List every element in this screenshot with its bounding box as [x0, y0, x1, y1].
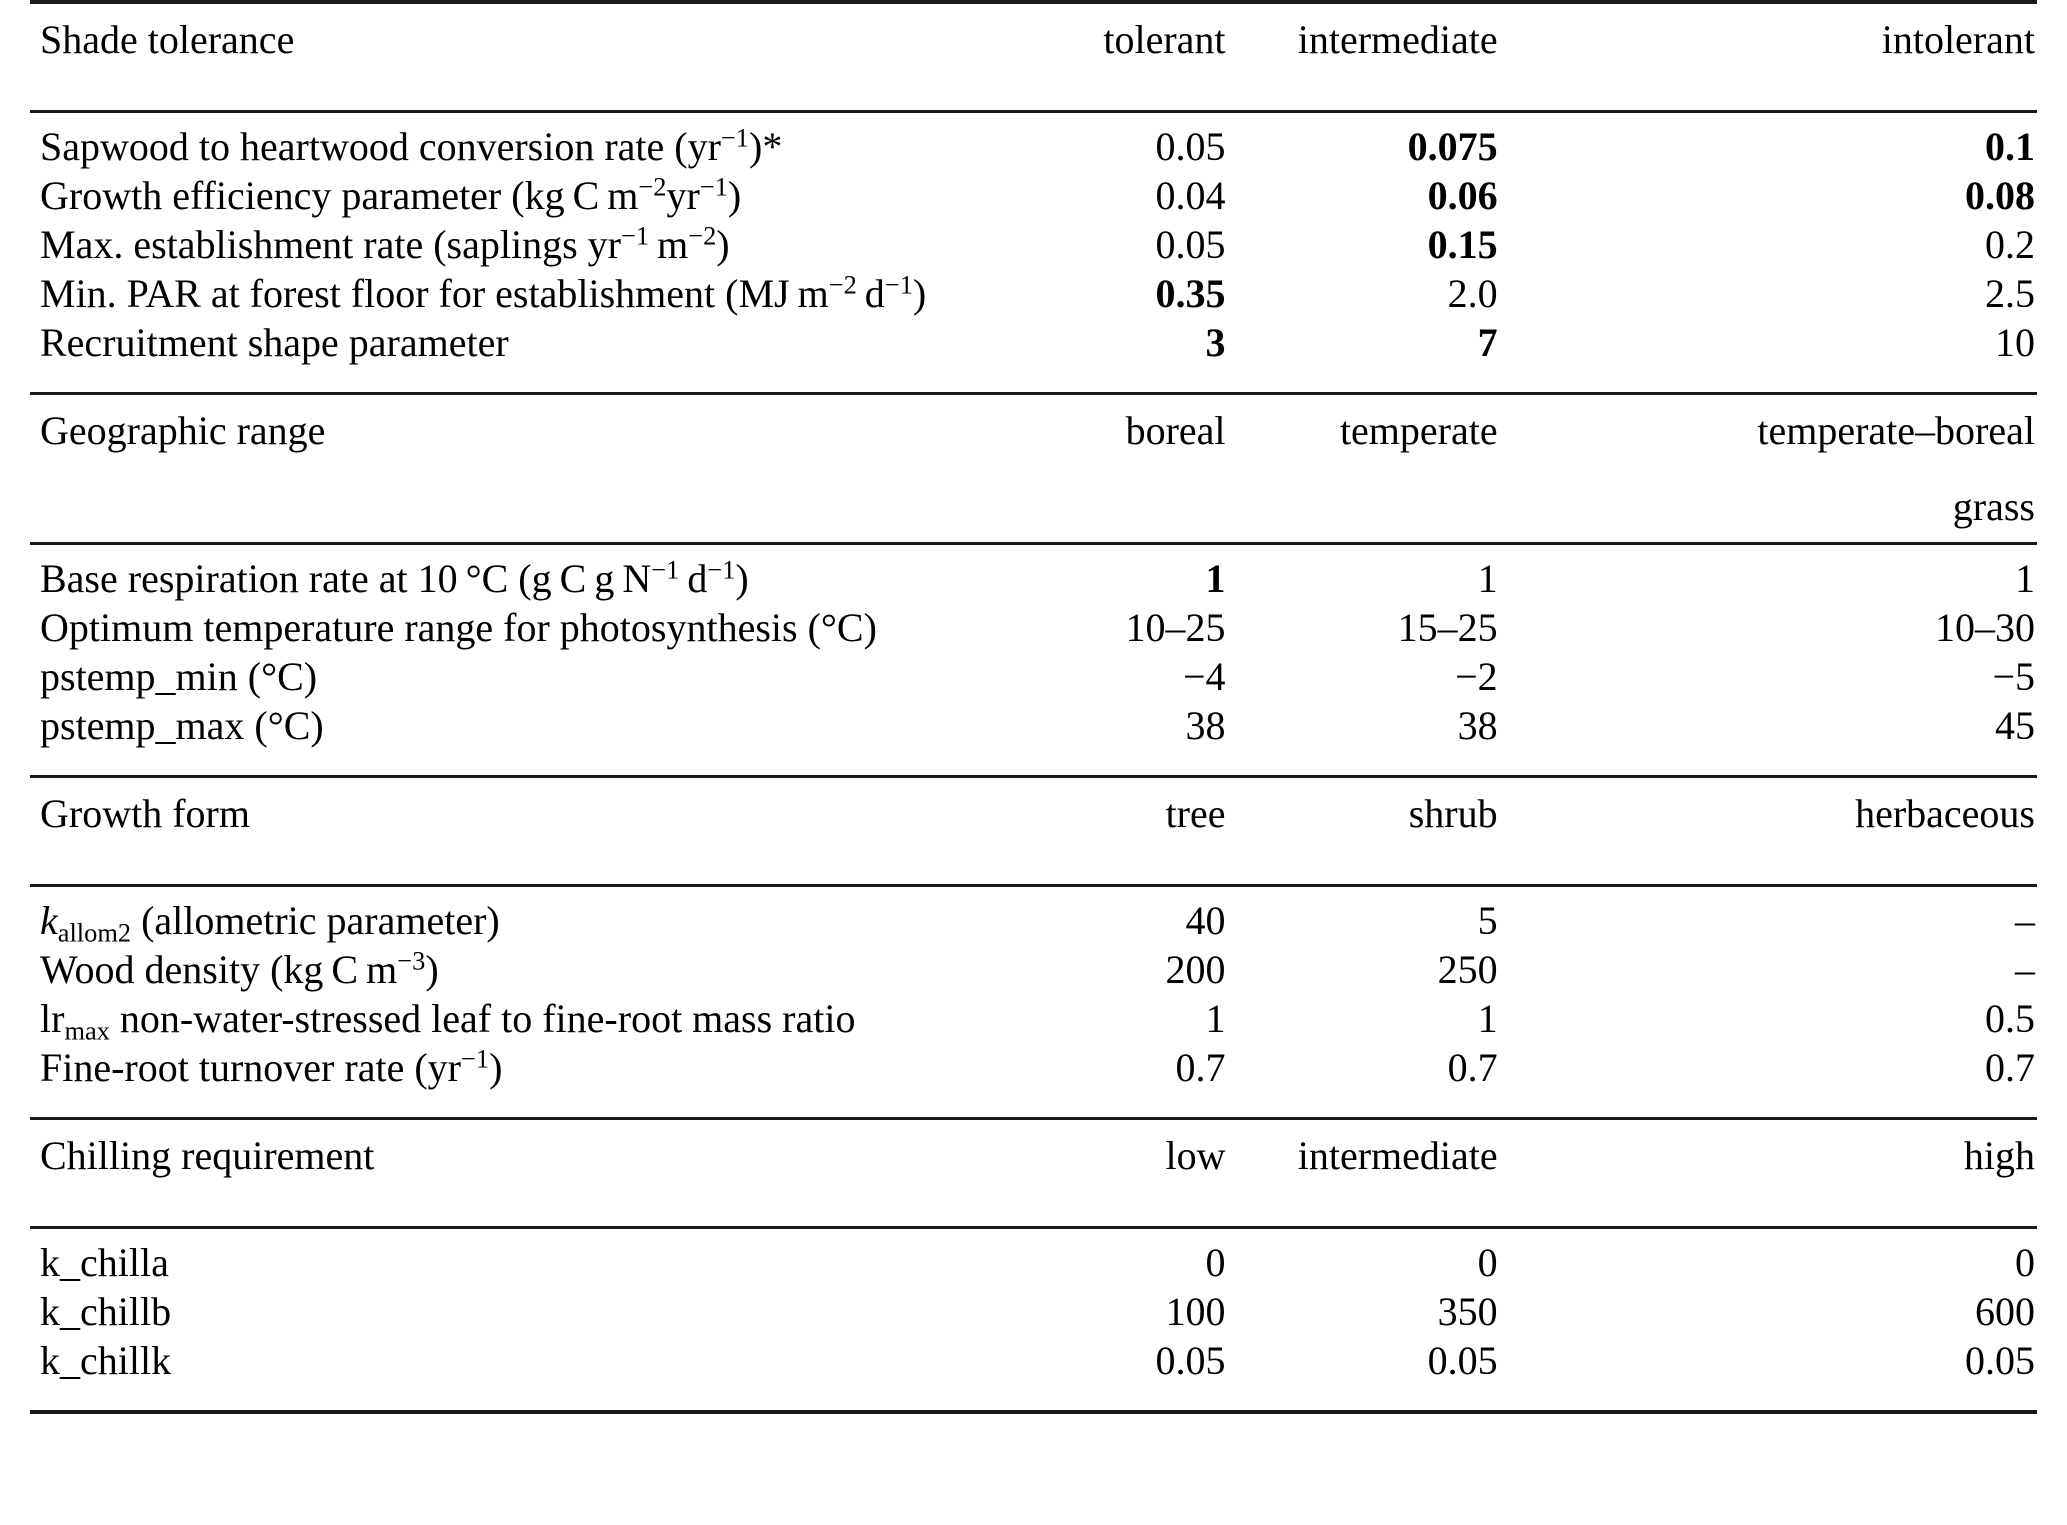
row-spacer	[30, 96, 2037, 112]
row-spacer-cell	[30, 755, 2037, 777]
column-header-wrap-3: grass	[1952, 484, 2035, 529]
table-cell-value: 0.05	[1965, 1338, 2035, 1383]
column-header-3: high	[1963, 1133, 2035, 1178]
row-spacer	[30, 372, 2037, 394]
row-spacer	[30, 1390, 2037, 1412]
table-row	[30, 225, 2037, 274]
column-header-1: tree	[1165, 791, 1226, 836]
table-cell-value: –	[2015, 947, 2035, 992]
table-row	[30, 274, 2037, 323]
column-header-1: boreal	[1125, 408, 1226, 453]
table-row	[30, 559, 2037, 608]
section-header-label: Growth form	[40, 791, 250, 836]
table-cell-label: Sapwood to heartwood conversion rate $(yr^{-1})*$	[40, 122, 783, 169]
table-cell-value: 200	[1165, 947, 1226, 992]
table-cell-value: 1	[2015, 556, 2035, 601]
row-spacer-cell	[30, 372, 2037, 394]
table-cell-value: 100	[1165, 1289, 1226, 1334]
section-header-row	[30, 4, 2037, 96]
table-cell-value: 5	[1477, 898, 1498, 943]
table-cell-value: 0.08	[1965, 173, 2035, 218]
table-cell-label: pstemp_min (°C)	[40, 654, 318, 699]
table-cell-value: 0.05	[1155, 222, 1226, 267]
table-row	[30, 1292, 2037, 1341]
table-body	[30, 2, 2037, 1414]
column-header-1: low	[1165, 1133, 1226, 1178]
table-cell-value: 0.2	[1985, 222, 2035, 267]
table-cell-value: 0.5	[1985, 996, 2035, 1041]
table-cell-value: −5	[1992, 654, 2035, 699]
table-cell-label: $lr_{max}$ non-water-stressed leaf to fine-root mass ratio	[40, 996, 856, 1046]
table-cell-value: 0.7	[1447, 1045, 1498, 1090]
table-cell-label: Fine-root turnover rate $(yr^{-1})$	[40, 1043, 503, 1090]
table-cell-value: 0.7	[1175, 1045, 1226, 1090]
table-cell-value: 0.05	[1155, 124, 1226, 169]
row-spacer-cell	[30, 1097, 2037, 1119]
table-cell-value: 0.05	[1427, 1338, 1498, 1383]
table-cell-value: 2.5	[1985, 271, 2035, 316]
table-cell-value: 10–25	[1125, 605, 1226, 650]
table-cell-value: 0	[2015, 1240, 2035, 1285]
section-header-row	[30, 1120, 2037, 1212]
column-header-3: herbaceous	[1855, 791, 2035, 836]
table-row	[30, 176, 2037, 225]
table-cell-label: k_chillb	[40, 1289, 172, 1334]
table-cell-value: 1	[1205, 556, 1226, 601]
table-cell-value: 0.04	[1155, 173, 1226, 218]
table-row	[30, 706, 2037, 755]
column-header-3: temperate–boreal	[1757, 408, 2035, 453]
column-header-2: intermediate	[1297, 17, 1498, 62]
table-row	[30, 901, 2037, 950]
table-cell-value: 1	[1205, 996, 1226, 1041]
table-cell-value: 250	[1437, 947, 1498, 992]
section-header-row	[30, 395, 2037, 487]
column-header-wrap-2	[1230, 487, 1502, 544]
table-cell-value: 350	[1437, 1289, 1498, 1334]
column-header-2: intermediate	[1297, 1133, 1498, 1178]
column-header-2: temperate	[1339, 408, 1498, 453]
section-header-label: Shade tolerance	[40, 17, 295, 62]
table-cell-value: −4	[1182, 654, 1226, 699]
column-header-3: intolerant	[1881, 17, 2035, 62]
section-header-row	[30, 778, 2037, 870]
table-bottom-rule	[30, 1412, 2037, 1414]
row-spacer-cell	[30, 96, 2037, 112]
table-cell-label: Wood density (kg C $m^{-3}$)	[40, 945, 439, 992]
table-cell-label: Growth efficiency parameter (kg C $m^{-2}yr^{-1}$)	[40, 171, 742, 218]
table-cell-value: 38	[1457, 703, 1498, 748]
table-cell-value: 1	[1477, 996, 1498, 1041]
table-cell-value: 0.05	[1155, 1338, 1226, 1383]
column-header-1: tolerant	[1103, 17, 1226, 62]
table-cell-label: $k_{allom2}$ (allometric parameter)	[40, 898, 500, 948]
table-cell-value: 0.35	[1155, 271, 1226, 316]
table-cell-label: pstemp_max (°C)	[40, 703, 324, 748]
table-cell-label: Optimum temperature range for photosynthesis (°C)	[40, 605, 877, 650]
table-row	[30, 999, 2037, 1048]
table-cell-value: 0.1	[1985, 124, 2035, 169]
table-cell-value: 10	[1995, 320, 2035, 365]
table-cell-value: 1	[1477, 556, 1498, 601]
section-header-wrap-row	[30, 487, 2037, 544]
pft-parameter-table	[30, 0, 2037, 1414]
table-cell-value: 0	[1205, 1240, 1226, 1285]
table-row	[30, 323, 2037, 372]
table-cell-label: Max. establishment rate (saplings $yr^{-1}$ $m^{-2}$)	[40, 220, 730, 267]
table-cell-label: Base respiration rate at 10 °C (g C g $N^{-1}$ $d^{-1}$)	[40, 554, 749, 601]
column-header-wrap-1	[1007, 487, 1229, 544]
table-cell-value: 0.075	[1407, 124, 1498, 169]
table-cell-label: k_chilla	[40, 1240, 169, 1285]
column-header-2: shrub	[1408, 791, 1498, 836]
table-cell-value: 0.06	[1427, 173, 1498, 218]
table-cell-value: 0.7	[1985, 1045, 2035, 1090]
table-cell-value: 38	[1185, 703, 1226, 748]
table-cell-value: 0.15	[1427, 222, 1498, 267]
table-cell-value: –	[2015, 898, 2035, 943]
row-spacer	[30, 1229, 2037, 1243]
row-spacer	[30, 755, 2037, 777]
table-cell-value: 45	[1995, 703, 2035, 748]
table-row	[30, 608, 2037, 657]
row-spacer-cell	[30, 1212, 2037, 1228]
table-cell-value: 600	[1975, 1289, 2035, 1334]
table-cell-value: 7	[1477, 320, 1498, 365]
table-cell-value: 2.0	[1447, 271, 1498, 316]
table-cell-value: 10–30	[1935, 605, 2035, 650]
table-cell-value: −2	[1455, 654, 1498, 699]
row-spacer	[30, 870, 2037, 886]
row-spacer	[30, 1097, 2037, 1119]
row-spacer-cell	[30, 870, 2037, 886]
row-spacer-cell	[30, 1390, 2037, 1412]
table-row	[30, 1341, 2037, 1390]
row-spacer-cell	[30, 1229, 2037, 1243]
header-wrap-spacer	[30, 487, 1007, 544]
table-cell-label: Min. PAR at forest floor for establishment (MJ $m^{-2}$ $d^{-1}$)	[40, 269, 927, 316]
row-spacer	[30, 1212, 2037, 1228]
horizontal-rule	[30, 1412, 2037, 1414]
table-cell-value: 40	[1185, 898, 1226, 943]
section-header-label: Chilling requirement	[40, 1133, 375, 1178]
table-cell-label: Recruitment shape parameter	[40, 320, 509, 365]
table-row	[30, 127, 2037, 176]
table-row	[30, 950, 2037, 999]
table-cell-label: k_chillk	[40, 1338, 172, 1383]
table-row	[30, 1243, 2037, 1292]
table-cell-value: 3	[1205, 320, 1226, 365]
table-cell-value: 0	[1477, 1240, 1498, 1285]
table-row	[30, 1048, 2037, 1097]
table-cell-value: 15–25	[1397, 605, 1498, 650]
table-row	[30, 657, 2037, 706]
section-header-label: Geographic range	[40, 408, 326, 453]
